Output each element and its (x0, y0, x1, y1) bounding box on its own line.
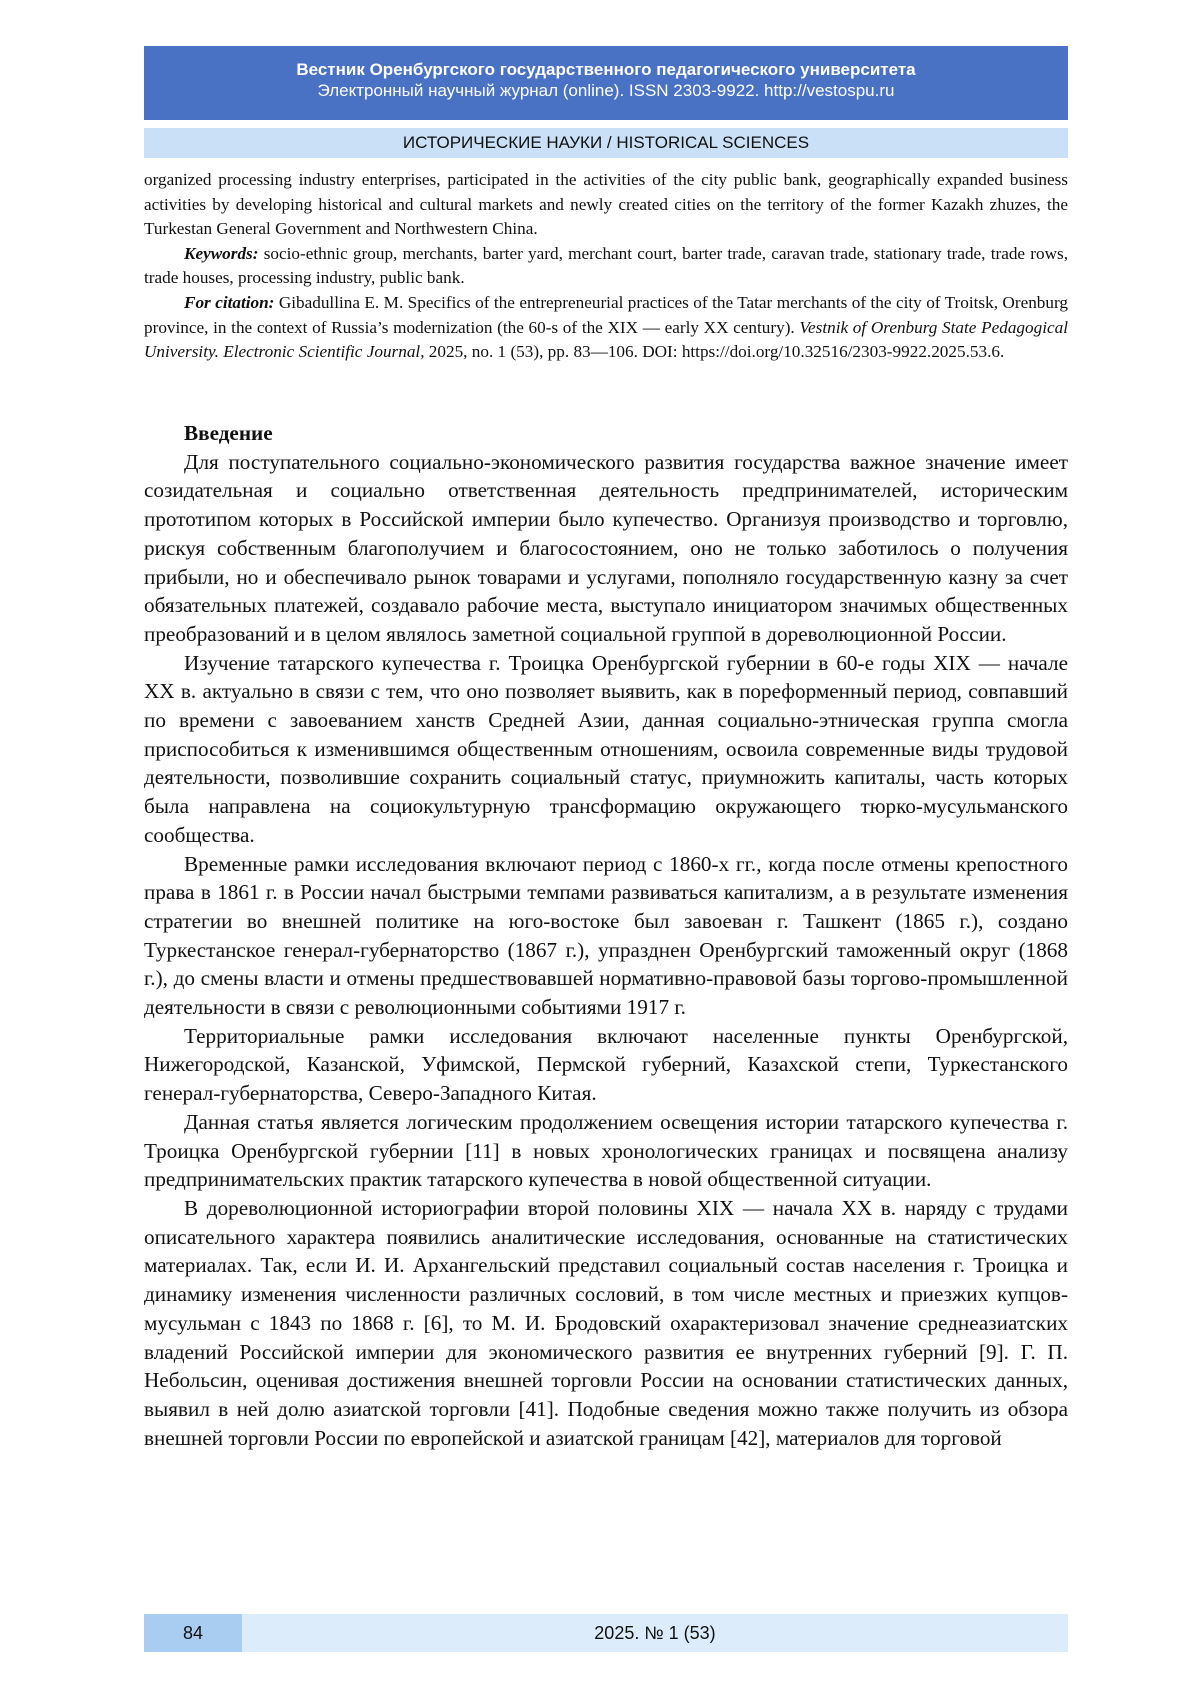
keywords-paragraph (144, 242, 1068, 291)
body-paragraph: Временные рамки исследования включают период с 1860-х гг., когда после отмены крепостного права в 1861 г. в России начал быстрыми темпами развиваться капитализм, а в результате изменения стратегии во внешней политике на юго-востоке был завоеван г. Ташкент (1865 г.), создано Туркестанское генерал-губернаторство (1867 г.), упразднен Оренбургский таможенный округ (1868 г.), до смены власти и отмены предшествовавшей нормативно-правовой базы торгово-промышленной деятельности в связи с революционными событиями 1917 г. (144, 851, 1068, 1020)
citation-paragraph (144, 291, 1068, 365)
section-heading: Введение (184, 421, 273, 445)
body-paragraph: Для поступательного социально-экономического развития государства важное значение имеет созидательная и социально ответственная деятельность предпринимателей, историческим прототипом которых в Российской империи было купечество. Организуя производство и торговлю, рискуя собственным благополучием и благосостоянием, оно не только заботилось о получения прибыли, но и обеспечивало рынок товарами и услугами, пополняло государственную казну за счет обязательных платежей, создавало рабочие места, выступало инициатором значимых общественных преобразований и в целом являлось заметной социальной группой в дореволюционной России. (144, 449, 1068, 646)
journal-header (144, 46, 1068, 120)
article-body (144, 419, 1068, 1452)
citation-label: For citation: (184, 292, 275, 312)
keywords-text: socio-ethnic group, merchants, barter yard, merchant court, barter trade, caravan trade, stationary trade, trade rows, trade houses, processing industry, public bank. (144, 243, 1068, 288)
citation-journal: Vestnik of Orenburg State Pedagogical University. Electronic Scientific Journal (144, 317, 1068, 362)
journal-subtitle: Электронный научный журнал (online). ISSN 2303-9922. http://vestospu.ru (317, 81, 895, 100)
page-footer (144, 1614, 1068, 1652)
abstract-block (144, 168, 1068, 365)
body-paragraph: В дореволюционной историографии второй половины XIX — начала XX в. наряду с трудами описательного характера появились аналитические исследования, основанные на статистических материалах. Так, если И. И. Архангельский представил социальный состав населения г. Троицка и динамику изменения численности различных сословий, в том числе местных и приезжих купцов-мусульман с 1843 по 1868 г. [6], то М. И. Бродовский охарактеризовал значение среднеазиатских владений Российской империи для экономического развития ее внутренних губерний [9]. Г. П. Небольсин, оценивая достижения внешней торговли России на основании статистических данных, выявил в ней долю азиатской торговли [41]. Подобные сведения можно также получить из обзора внешней торговли России по европейской и азиатской границам [42], материалов для торговой (144, 1195, 1068, 1450)
keywords-label: Keywords: (184, 243, 259, 263)
citation-text: Gibadullina E. M. Specifics of the entrepreneurial practices of the Tatar merchants of the city of Troitsk, Orenburg province, in the context of Russia’s modernization (the 60-s of the XIX — early XX century). (144, 292, 1068, 337)
journal-title: Вестник Оренбургского государственного педагогического университета (296, 60, 916, 79)
body-paragraph: Данная статья является логическим продолжением освещения истории татарского купечества г. Троицка Оренбургской губернии [11] в новых хронологических границах и посвящена анализу предпринимательских практик татарского купечества в новой общественной ситуации. (144, 1109, 1068, 1192)
body-paragraph: Изучение татарского купечества г. Троицка Оренбургской губернии в 60-е годы XIX — начале XX в. актуально в связи с тем, что оно позволяет выявить, как в пореформенный период, совпавший по времени с завоеванием ханств Средней Азии, данная социально-этническая группа смогла приспособиться к изменившимся общественным отношениям, освоила современные виды трудовой деятельности, позволившие сохранить социальный статус, приумножить капиталы, часть которых была направлена на социокультурную трансформацию окружающего тюрко-мусульманского сообщества. (144, 650, 1068, 847)
body-paragraph: Территориальные рамки исследования включают населенные пункты Оренбургской, Нижегородской, Казанской, Уфимской, Пермской губерний, Казахской степи, Туркестанского генерал-губернаторства, Северо-Западного Китая. (144, 1023, 1068, 1106)
section-title: ИСТОРИЧЕСКИЕ НАУКИ / HISTORICAL SCIENCES (144, 128, 1068, 158)
abstract-continuation: organized processing industry enterprises, participated in the activities of the city public bank, geographically expanded business activities by developing historical and cultural markets and newly created cities on the territory of the former Kazakh zhuzes, the Turkestan General Government and Northwestern China. (144, 170, 1068, 239)
citation-tail: , 2025, no. 1 (53), pp. 83—106. DOI: https://doi.org/10.32516/2303-9922.2025.53.6. (420, 342, 1005, 362)
page-number: 84 (144, 1614, 242, 1652)
issue-info: 2025. № 1 (53) (594, 1623, 716, 1643)
